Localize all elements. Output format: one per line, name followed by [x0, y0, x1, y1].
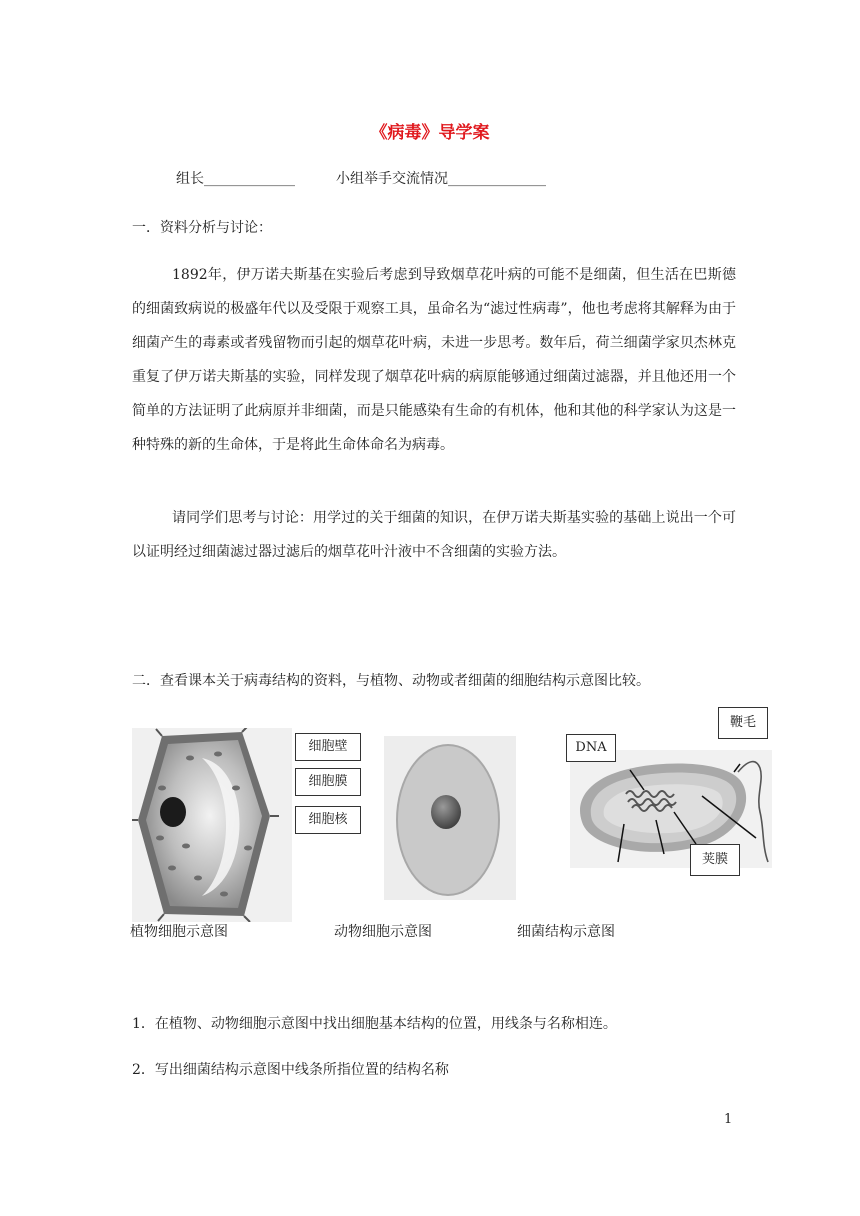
caption-animal-cell: 动物细胞示意图	[334, 924, 432, 940]
exchange-field	[336, 168, 546, 188]
leader-field	[176, 168, 295, 188]
page-number: 1	[724, 1112, 733, 1127]
leader-blank: _____________	[204, 171, 295, 187]
caption-plant-cell: 植物细胞示意图	[130, 924, 228, 940]
label-capsule: 荚膜	[690, 844, 740, 876]
section1-paragraph1: 1892年，伊万诺夫斯基在实验后考虑到导致烟草花叶病的可能不是细菌，但生活在巴斯德的细菌致病说的极盛年代以及受限于观察工具，虽命名为“滤过性病毒”，他也考虑将其解释为由于细菌产生的毒素或者残留物而引起的烟草花叶病，未进一步思考。数年后，荷兰细菌学家贝杰林克重复了伊万诺夫斯基的实验，同样发现了烟草花叶病的病原能够通过细菌过滤器，并且他还用一个简单的方法证明了此病原并非细菌，而是只能感染有生命的有机体，他和其他的科学家认为这是一种特殊的新的生命体，于是将此生命体命名为病毒。	[132, 267, 736, 453]
label-nucleus: 细胞核	[295, 806, 361, 834]
page-title: 《病毒》导学案	[370, 123, 490, 143]
section2-heading: 二．查看课本关于病毒结构的资料，与植物、动物或者细菌的细胞结构示意图比较。	[132, 673, 650, 689]
plant-cell-diagram	[132, 728, 292, 922]
animal-cell-diagram	[384, 736, 516, 900]
label-flagellum: 鞭毛	[718, 707, 768, 739]
label-dna: DNA	[566, 734, 616, 762]
caption-bacteria: 细菌结构示意图	[517, 924, 615, 940]
label-cell-membrane: 细胞膜	[295, 768, 361, 796]
label-cell-wall: 细胞壁	[295, 733, 361, 761]
exchange-blank: ______________	[448, 171, 546, 187]
leader-label: 组长	[176, 171, 204, 187]
section1-paragraph2: 请同学们思考与讨论：用学过的关于细菌的知识，在伊万诺夫斯基实验的基础上说出一个可以证明经过细菌滤过器过滤后的烟草花叶汁液中不含细菌的实验方法。	[132, 510, 736, 560]
exchange-label: 小组举手交流情况	[336, 171, 448, 187]
question-1: 1．在植物、动物细胞示意图中找出细胞基本结构的位置，用线条与名称相连。	[132, 1016, 617, 1032]
bacteria-diagram	[570, 750, 772, 868]
question-2: 2．写出细菌结构示意图中线条所指位置的结构名称	[132, 1062, 449, 1078]
section1-heading: 一．资料分析与讨论：	[132, 220, 272, 236]
